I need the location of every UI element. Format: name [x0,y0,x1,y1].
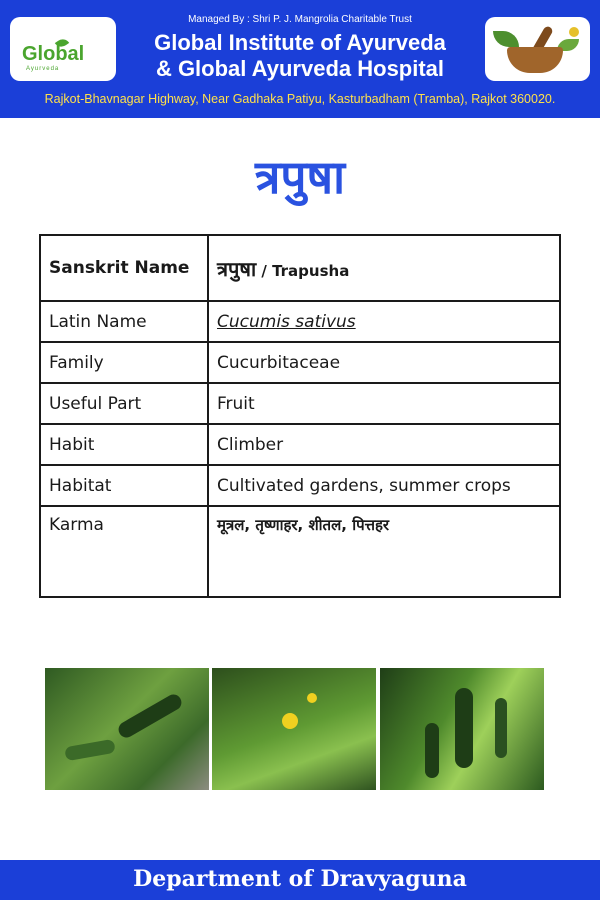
latin-label: Latin Name [40,301,208,342]
department-name: Department of Dravyaguna [133,866,467,892]
habit-label: Habit [40,424,208,465]
useful-part-value: Fruit [208,383,560,424]
latin-value [208,301,560,342]
institute-title: Global Institute of Ayurveda [154,30,446,55]
sanskrit-label: Sanskrit Name [40,235,208,301]
habitat-value: Cultivated gardens, summer crops [208,465,560,506]
table-row [40,342,560,383]
karma-label: Karma [40,506,208,597]
useful-part-label: Useful Part [40,383,208,424]
logo-text: Global [22,43,85,65]
address-text: Rajkot-Bhavnagar Highway, Near Gadhaka Patiyu, Kasturbadham (Tramba), Rajkot 360020. [44,92,556,106]
family-label: Family [40,342,208,383]
hanging-cucumbers-photo [380,668,544,790]
table-row [40,465,560,506]
page-title: त्रपुषा [254,150,346,204]
sanskrit-transliteration: / Trapusha [256,261,350,280]
cucumber-flower-photo [212,668,376,790]
habitat-label: Habitat [40,465,208,506]
hospital-title: & Global Ayurveda Hospital [155,56,445,81]
table-row-karma [40,506,560,597]
logo-subtext: Ayurveda [26,66,60,72]
herb-info-table [39,234,561,598]
table-row [40,424,560,465]
family-value: Cucurbitaceae [208,342,560,383]
latin-name: Cucumis sativus [217,311,356,332]
header-banner [0,0,600,118]
cucumber-vine-photo [45,668,209,790]
table-row [40,301,560,342]
mortar-herbs-icon [485,17,590,81]
institute-logo [10,17,116,81]
sanskrit-devanagari: त्रपुषा [217,256,257,281]
footer-banner [0,860,600,900]
habit-value: Climber [208,424,560,465]
karma-value: मूत्रल, तृष्णाहर, शीतल, पित्तहर [208,506,560,597]
managed-by-text: Managed By : Shri P. J. Mangrolia Charitable Trust [188,14,412,25]
table-row [40,383,560,424]
table-row-sanskrit [40,235,560,301]
sanskrit-value [208,235,560,301]
